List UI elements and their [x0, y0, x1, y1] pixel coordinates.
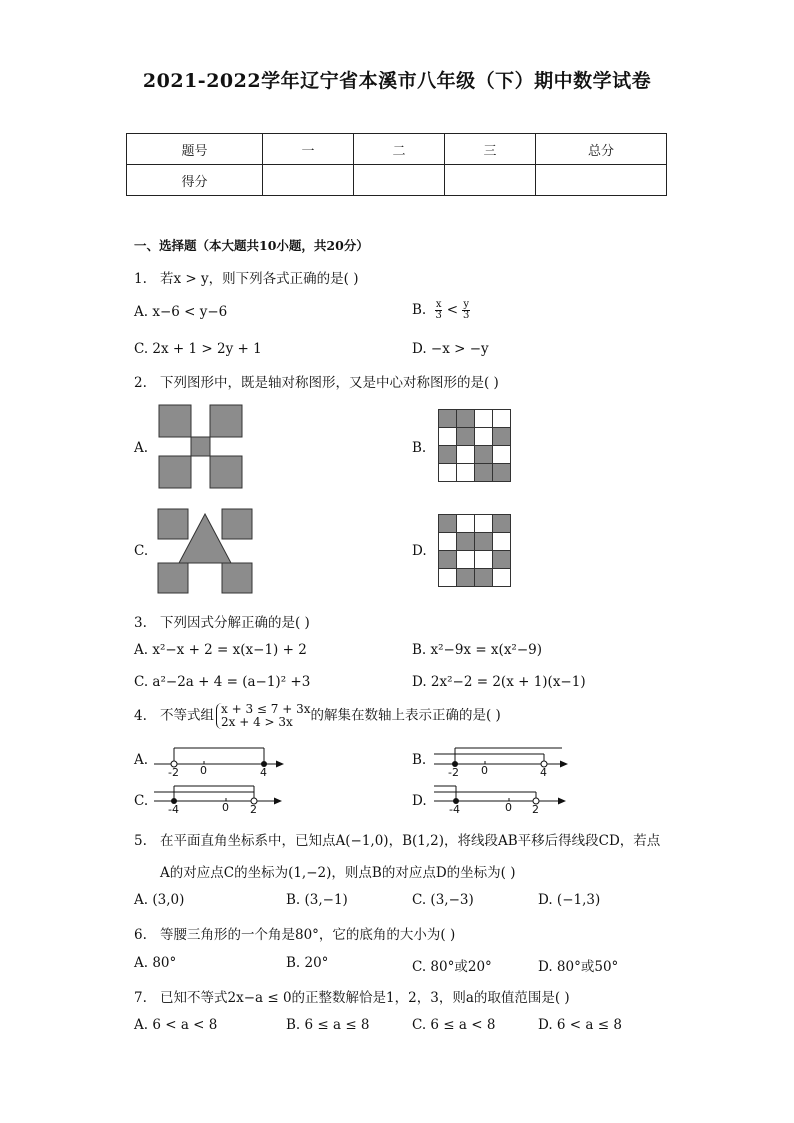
score-table-header-row — [127, 134, 667, 165]
score-cell: 题号 — [127, 134, 263, 165]
q7-option-b[interactable]: B. 6 ≤ a ≤ 8 — [286, 1017, 370, 1033]
q1-option-d[interactable]: D. −x > −y — [412, 341, 489, 357]
question-number: 5. — [134, 833, 147, 849]
q2-option-b[interactable]: B. — [412, 440, 427, 456]
q2-option-c[interactable]: C. — [134, 543, 149, 559]
q2-figure-d — [438, 514, 512, 588]
section-heading: 一、选择题（本大题共10小题，共20分） — [134, 238, 369, 253]
q1-option-a[interactable]: A. x−6 < y−6 — [134, 304, 228, 320]
score-cell: 三 — [445, 134, 536, 165]
tick-label: 0 — [222, 801, 229, 814]
tick-label: 0 — [481, 764, 488, 777]
tick-label: 0 — [505, 801, 512, 814]
score-input-cell — [354, 165, 445, 196]
question-2 — [134, 371, 499, 391]
page-title: 2021-2022学年辽宁省本溪市八年级（下）期中数学试卷 — [142, 70, 652, 92]
tick-label: 2 — [250, 803, 257, 816]
q6-option-b[interactable]: B. 20° — [286, 955, 329, 971]
q7-option-a[interactable]: A. 6 < a < 8 — [134, 1017, 218, 1033]
q4-option-c[interactable]: C. — [134, 793, 149, 809]
q7-option-c[interactable]: C. 6 ≤ a < 8 — [412, 1017, 496, 1033]
question-number: 4. — [134, 707, 147, 724]
q5-option-d[interactable]: D. (−1,3) — [538, 892, 601, 908]
q4-option-b[interactable]: B. — [412, 752, 427, 768]
q2-figure-a — [158, 404, 244, 490]
question-text: 下列因式分解正确的是( ) — [160, 615, 310, 631]
score-cell: 二 — [354, 134, 445, 165]
question-4 — [134, 703, 501, 729]
q1-option-c[interactable]: C. 2x + 1 > 2y + 1 — [134, 341, 262, 357]
less-than-sign: < — [446, 302, 459, 318]
tick-label: -2 — [168, 766, 179, 779]
q1-option-b[interactable] — [412, 300, 470, 321]
fraction-x-over-3: $\frac{x}{3}$ — [435, 299, 442, 321]
question-text: 已知不等式2x−a ≤ 0的正整数解恰是1，2，3，则a的取值范围是( ) — [160, 990, 570, 1006]
tick-label: -2 — [448, 766, 459, 779]
question-number: 2. — [134, 375, 147, 391]
tick-label: 4 — [260, 766, 267, 779]
score-input-cell — [445, 165, 536, 196]
option-label: B. — [412, 302, 427, 318]
question-5 — [134, 829, 660, 849]
q3-option-d[interactable]: D. 2x²−2 = 2(x + 1)(x−1) — [412, 674, 586, 690]
question-7 — [134, 986, 570, 1006]
question-text: 若x > y，则下列各式正确的是( ) — [160, 271, 359, 287]
question-1 — [134, 267, 358, 287]
score-input-cell — [263, 165, 354, 196]
question-text: 不等式组 — [160, 707, 214, 724]
question-5-line-2: A的对应点C的坐标为(1,−2)，则点B的对应点D的坐标为( ) — [160, 865, 516, 881]
inequality-system: x + 3 ≤ 7 + 3x 2x + 4 > 3x — [216, 703, 311, 729]
score-cell: 总分 — [536, 134, 667, 165]
score-cell: 一 — [263, 134, 354, 165]
q5-option-c[interactable]: C. (3,−3) — [412, 892, 474, 908]
question-number: 6. — [134, 927, 147, 943]
tick-label: 0 — [200, 764, 207, 777]
tick-label: -4 — [168, 803, 179, 816]
q3-option-b[interactable]: B. x²−9x = x(x²−9) — [412, 642, 543, 658]
q2-option-a[interactable]: A. — [134, 440, 149, 456]
q3-option-a[interactable]: A. x²−x + 2 = x(x−1) + 2 — [134, 642, 307, 658]
score-table-score-row — [127, 165, 667, 196]
tick-label: 4 — [540, 766, 547, 779]
q6-option-d[interactable]: D. 80°或50° — [538, 959, 619, 975]
score-table — [126, 133, 667, 196]
q6-option-a[interactable]: A. 80° — [134, 955, 177, 971]
question-text: 在平面直角坐标系中，已知点A(−1,0)，B(1,2)，将线段AB平移后得线段CD，若点 — [160, 833, 661, 849]
tick-label: -4 — [449, 803, 460, 816]
q5-option-b[interactable]: B. (3,−1) — [286, 892, 348, 908]
fraction-y-over-3: $\frac{y}{3}$ — [463, 299, 470, 321]
question-text-tail: 的解集在数轴上表示正确的是( ) — [310, 707, 501, 724]
q6-option-c[interactable]: C. 80°或20° — [412, 959, 492, 975]
question-text: 下列图形中，既是轴对称图形，又是中心对称图形的是( ) — [160, 375, 499, 391]
q5-option-a[interactable]: A. (3,0) — [134, 892, 185, 908]
score-cell: 得分 — [127, 165, 263, 196]
question-3 — [134, 611, 310, 631]
q2-figure-c — [157, 508, 253, 594]
tick-label: 2 — [532, 803, 539, 816]
score-input-cell — [536, 165, 667, 196]
q4-option-a[interactable]: A. — [134, 752, 149, 768]
question-number: 1. — [134, 271, 147, 287]
q2-option-d[interactable]: D. — [412, 543, 427, 559]
question-number: 7. — [134, 990, 147, 1006]
q4-option-d[interactable]: D. — [412, 793, 427, 809]
q2-figure-b — [438, 409, 512, 483]
question-text: 等腰三角形的一个角是80°，它的底角的大小为( ) — [160, 927, 456, 943]
question-6 — [134, 923, 455, 943]
q3-option-c[interactable]: C. a²−2a + 4 = (a−1)² +3 — [134, 674, 311, 690]
q7-option-d[interactable]: D. 6 < a ≤ 8 — [538, 1017, 622, 1033]
question-number: 3. — [134, 615, 147, 631]
